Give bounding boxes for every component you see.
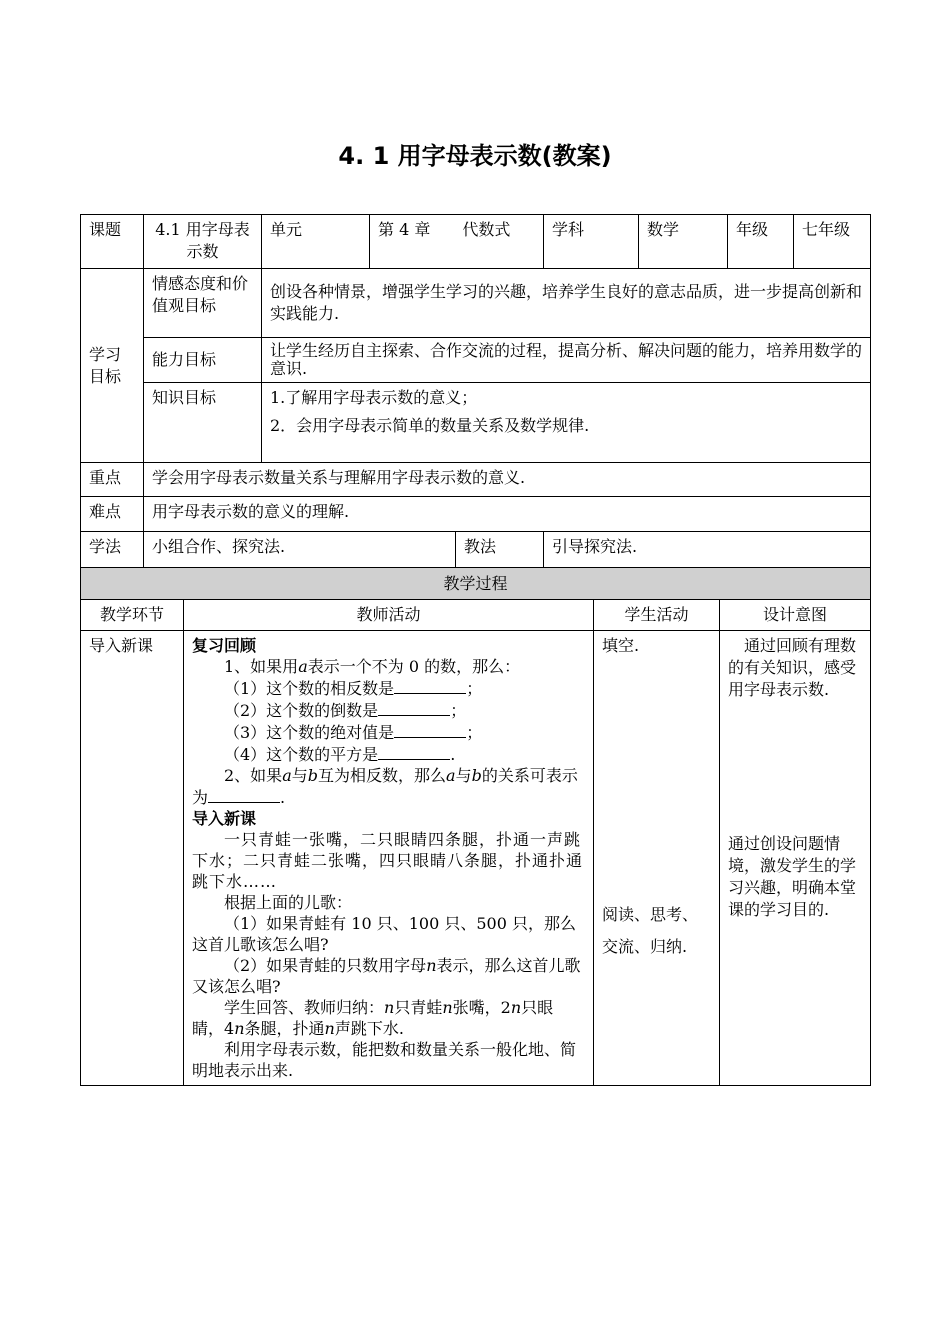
answer-summary: 学生回答、教师归纳：n只青蛙n张嘴，2n只眼睛，4n条腿，扑通n声跳下水.	[192, 998, 554, 1038]
col-design: 设计意图	[720, 600, 871, 631]
question-1c: （3）这个数的绝对值是 ；	[224, 723, 483, 742]
knowledge-item-2: 2．会用字母表示简单的数量关系及数学规律.	[270, 416, 590, 435]
method-label: 学法	[81, 532, 144, 569]
process-header: 教学过程	[81, 568, 871, 600]
answer-blank[interactable]	[394, 721, 466, 738]
lesson-info-table	[80, 214, 871, 569]
new-lesson-heading: 导入新课	[192, 809, 257, 828]
question-2: 2、如果a与b互为相反数，那么a与b的关系可表示为 .	[192, 766, 578, 807]
frog-song: 一只青蛙一张嘴，二只眼睛四条腿，扑通一声跳下水；二只青蛙二张嘴，四只眼睛八条腿，扑通扑通跳下水……	[192, 830, 584, 891]
unit-value: 第 4 章 代数式	[370, 215, 544, 269]
design-intent-2: 通过创设问题情境，激发学生的学习兴趣，明确本堂课的学习目的.	[728, 834, 857, 919]
unit-label: 单元	[262, 215, 370, 269]
question-1d: （4）这个数的平方是 .	[224, 745, 456, 764]
topic-label: 课题	[81, 215, 144, 269]
student-activity-1: 填空.	[602, 636, 640, 655]
col-stage: 教学环节	[81, 600, 184, 631]
student-activity-cell	[594, 631, 720, 1086]
emotion-text: 创设各种情景，增强学生学习的兴趣，培养学生良好的意志品质，进一步提高创新和实践能力.	[262, 269, 871, 338]
design-intent-cell	[720, 631, 871, 1086]
question-1b: （2）这个数的倒数是 ；	[224, 701, 467, 720]
topic-value: 4.1 用字母表示数	[144, 215, 262, 269]
question-1a: （1）这个数的相反数是 ；	[224, 679, 483, 698]
subject-value: 数学	[639, 215, 728, 269]
student-activity-2: 阅读、思考、交流、归纳.	[602, 905, 699, 956]
ask-1: （1）如果青蛙有 10 只、100 只、500 只，那么这首儿歌该怎么唱?	[192, 914, 576, 954]
page-title: 4. 1 用字母表示数(教案)	[338, 142, 612, 170]
answer-blank[interactable]	[378, 699, 450, 716]
col-student: 学生活动	[594, 600, 720, 631]
ability-label: 能力目标	[144, 338, 262, 383]
design-intent-1: 通过回顾有理数的有关知识，感受用字母表示数.	[728, 636, 857, 699]
stage-cell: 导入新课	[81, 631, 184, 1086]
objectives-label: 学习目标	[81, 269, 144, 463]
grade-value: 七年级	[794, 215, 871, 269]
answer-blank[interactable]	[394, 677, 466, 694]
question-1: 1、如果用a表示一个不为 0 的数，那么：	[224, 657, 521, 676]
key-point-label: 重点	[81, 463, 144, 497]
ask-2: （2）如果青蛙的只数用字母n表示，那么这首儿歌又该怎么唱?	[192, 956, 581, 996]
subject-label: 学科	[544, 215, 639, 269]
method-text: 小组合作、探究法.	[144, 532, 456, 569]
lesson-summary: 利用字母表示数，能把数和数量关系一般化地、简明地表示出来.	[192, 1040, 577, 1080]
teacher-activity-cell	[184, 631, 594, 1086]
teaching-process-table	[80, 567, 871, 1086]
ability-text: 让学生经历自主探索、合作交流的过程，提高分析、解决问题的能力，培养用数学的意识.	[262, 338, 871, 383]
key-point-text: 学会用字母表示数量关系与理解用字母表示数的意义.	[144, 463, 871, 497]
difficulty-text: 用字母表示数的意义的理解.	[144, 497, 871, 532]
teach-method-text: 引导探究法.	[544, 532, 871, 569]
grade-label: 年级	[728, 215, 794, 269]
song-intro: 根据上面的儿歌：	[224, 893, 353, 912]
col-teacher: 教师活动	[184, 600, 594, 631]
answer-blank[interactable]	[208, 786, 280, 803]
answer-blank[interactable]	[378, 743, 450, 760]
teach-method-label: 教法	[456, 532, 544, 569]
review-heading: 复习回顾	[192, 636, 257, 655]
difficulty-label: 难点	[81, 497, 144, 532]
knowledge-item-1: 1.了解用字母表示数的意义；	[270, 388, 478, 407]
emotion-label: 情感态度和价值观目标	[144, 269, 262, 338]
knowledge-cell	[262, 383, 871, 463]
knowledge-label: 知识目标	[144, 383, 262, 463]
